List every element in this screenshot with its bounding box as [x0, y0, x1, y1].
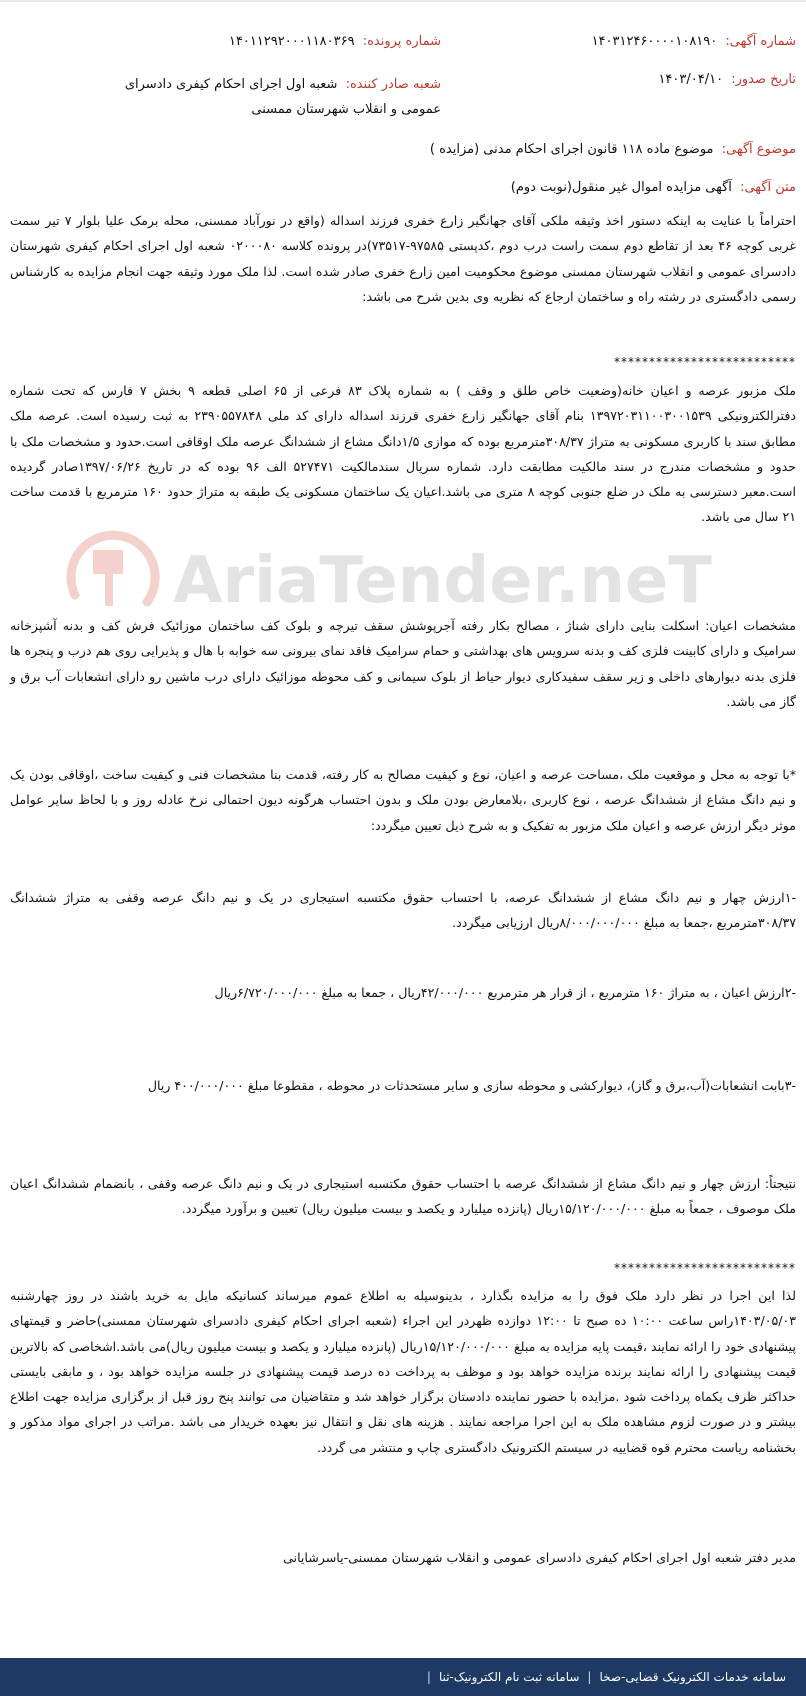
text-title-line	[511, 180, 796, 195]
case-number: ۱۴۰۱۱۲۹۲۰۰۰۱۱۸۰۳۶۹	[228, 34, 355, 49]
issue-date-label: تاریخ صدور:	[731, 72, 796, 87]
land-value-item: -۱ارزش چهار و نیم دانگ مشاع از ششدانگ عرصه، با احتساب حقوق مکتسبه استیجاری در یک و نیم دانگ عرصه وقفی به متراژ ششدانگ ۳۰۸/۳۷مترمربع ،جمعا به مبلغ ۸/۰۰۰/۰۰۰/۰۰۰ریال ارزیابی میگردد.	[10, 890, 796, 931]
footer-bar	[0, 1658, 806, 1696]
text-title-value: آگهی مزایده اموال غیر منقول(نوبت دوم)	[510, 180, 732, 195]
separator-stars: **************************	[614, 355, 796, 369]
footer-separator: |	[426, 1670, 431, 1684]
issue-date: ۱۴۰۳/۰۴/۱۰	[658, 72, 724, 87]
utilities-value-item: -۳بابت انشعابات(آب،برق و گاز)، دیوارکشی و محوطه سازی و سایر مستحدثات در محوطه ، مقطوعا مبلغ ۴۰۰/۰۰۰/۰۰۰ ریال	[147, 1078, 796, 1093]
intro-paragraph: احتراماً با عنایت به اینکه دستور اخذ وثیقه ملکی آقای جهانگیر زارع خفری فرزند اسداله (واقع در نورآباد ممسنی، محله برمک علیا بلوار ۷ تیر سمت غربی کوچه ۴۶ بعد از تقاطع دوم سمت راست درب دوم ،کدپستی ۹۷۵۸۵-۷۳۵۱۷)در پرونده کلاسه ۰۲۰۰۰۸۰ شعبه اول اجرای احکام کیفری شهرستان دادسرای عمومی و انقلاب شهرستان ممسنی موضوع محکومیت امین زارع خفری صادر شده است. لذا ملک مورد وثیقه جهت انجام مزایده به کارشناس رسمی دادگستری در رشته راه و ساختمان ارجاع که نظریه وی بدین شرح می باشد:	[10, 213, 796, 304]
footer-link-sana[interactable]: سامانه ثبت نام الکترونیک-ثنا	[438, 1670, 580, 1684]
ad-number-row	[592, 34, 796, 49]
watermark-emblem-icon	[71, 535, 155, 606]
subject-line	[430, 142, 796, 157]
case-number-row	[229, 34, 441, 49]
ad-number-label: شماره آگهی:	[725, 34, 796, 49]
signature-line: مدیر دفتر شعبه اول اجرای احکام کیفری دادسرای عمومی و انقلاب شهرستان ممسنی-یاسرشایانی	[283, 1550, 796, 1565]
conclusion-paragraph: نتیجتاً: ارزش چهار و نیم دانگ مشاع از ششدانگ عرصه با احتساب حقوق مکتسبه استیجاری در یک و نیم دانگ عرصه وقفی ، بانضمام ششدانگ اعیان ملک موصوف ، جمعاً به مبلغ ۱۵/۱۲۰/۰۰۰/۰۰۰ریال (پانزده میلیارد و یکصد و بیست میلیون ریال) تعیین و برآورد میگردد.	[10, 1176, 796, 1217]
subject-label: موضوع آگهی:	[721, 142, 796, 157]
issuer: شعبه اول اجرای احکام کیفری دادسرای عمومی و انقلاب شهرستان ممسنی	[124, 77, 441, 117]
issuer-row	[101, 72, 441, 122]
subject-value: موضوع ماده ۱۱۸ قانون اجرای احکام مدنی (مزایده )	[429, 142, 714, 157]
issuer-label: شعبه صادر کننده:	[345, 77, 441, 92]
watermark-text: AriaTender.neT	[173, 544, 712, 618]
top-rule	[0, 0, 806, 2]
valuation-basis-paragraph: *با توجه به محل و موقعیت ملک ،مساحت عرصه و اعیان، نوع و کیفیت مصالح به کار رفته، قدمت بنا مشخصات فنی و کیفیت ساخت ،اوقافی بودن یک و نیم دانگ مشاع از ششدانگ عرصه ، نوع کاربری ،بلامعارض بودن ملک و بدون احتساب هرگونه دیون احتمالی نرخ عادله روز و با لحاظ سایر عوامل موثر دیگر ارزش عرصه و اعیان ملک مزبور به تفکیک و به شرح ذیل تعیین میگردد:	[10, 767, 796, 833]
property-paragraph: ملک مزبور عرصه و اعیان خانه(وضعیت خاص طلق و وقف ) به شماره پلاک ۸۳ فرعی از ۶۵ اصلی قطعه ۹ بخش ۷ فارس که تحت شماره دفترالکترونیکی ۱۳۹۷۲۰۳۱۱۰۰۳۰۰۱۵۳۹ بنام آقای جهانگیر زارع خفری فرزند اسداله دارای کد ملی ۲۳۹۰۵۵۷۸۴۸ به ثبت رسیده است. عرصه ملک مطابق سند با کاربری مسکونی به متراژ ۳۰۸/۳۷مترمربع بوده که موازی ۱/۵دانگ مشاع از ششدانگ عرصه ملک اوقافی است.حدود و مشخصات ملک با حدود و مشخصات مندرج در سند مالکیت مطابقت دارد. شماره سریال سندمالکیت ۵۲۷۴۷۱ الف ۹۶ بوده که در تاریخ ۱۳۹۷/۰۶/۲۶صادر گردیده است.معبر دسترسی به ملک در ضلع جنوبی کوچه ۸ متری می باشد.اعیان یک ساختمان مسکونی یک طبقه به متراژ حدود ۱۶۰ مترمربع با قدمت ساخت ۲۱ سال می باشد.	[10, 383, 797, 525]
footer-link-sakha[interactable]: سامانه خدمات الکترونیک قضایی-صخا	[599, 1670, 786, 1684]
building-value-item: -۲ارزش اعیان ، به متراژ ۱۶۰ مترمربع ، از قرار هر مترمربع ۴۲/۰۰۰/۰۰۰ریال ، جمعا به مبلغ ۶/۷۲۰/۰۰۰/۰۰۰ریال	[214, 985, 796, 1000]
case-number-label: شماره پرونده:	[362, 34, 441, 49]
issue-date-row	[658, 72, 796, 87]
auction-terms-paragraph: لذا این اجرا در نظر دارد ملک فوق را به مزایده بگذارد ، بدینوسیله به اطلاع عموم میرساند کسانیکه مایل به خرید باشند در روز چهارشنبه ۱۴۰۳/۰۵/۰۳راس ساعت ۱۰:۰۰ ده صبح تا ۱۲:۰۰ دوازده ظهردر این اجراء (شعبه اجرای احکام کیفری دادسرای شهرستان ممسنی)حاضر و قیمتهای پیشنهادی خود را ارائه نمایند ،قیمت پایه مزایده به مبلغ ۱۵/۱۲۰/۰۰۰/۰۰۰ریال (پانزده میلیارد و یکصد و بیست میلیون ریال)می باشد.اشخاصی که بالاترین قیمت پیشنهادی را ارائه نمایند برنده مزایده خواهد بود و موظف به پرداخت ده درصد قیمت پیشنهادی در جلسه مزایده خواهد بود ، و مابقی بایستی حداکثر ظرف یکماه پرداخت شود .مزایده با حضور نماینده دادستان برگزار خواهد شد و متقاضیان می توانند پنج روز قبل از برگزاری مزایده جهت اطلاع بیشتر و در صورت لزوم مشاهده ملک به این اجرا مراجعه نمایند . هزینه های نقل و انتقال نیز بعهده خریدار می باشد .مراتب در اجرای مواد مذکور و بخشنامه ریاست محترم قوه قضاییه در سیستم الکترونیک دادگستری چاپ و منتشر می گردد.	[10, 1288, 796, 1455]
text-title-label: متن آگهی:	[740, 180, 796, 195]
ad-number: ۱۴۰۳۱۲۴۶۰۰۰۰۱۰۸۱۹۰	[591, 34, 718, 49]
separator-stars: **************************	[614, 1261, 796, 1275]
footer-separator: |	[587, 1670, 592, 1684]
building-specs-paragraph: مشخصات اعیان: اسکلت بنایی دارای شناژ ، مصالح بکار رفته آجرپوشش سقف تیرچه و بلوک کف ساختمان موزائیک فرش کف و بدنه آشپزخانه سرامیک و دارای کابینت فلزی کف و بدنه سرویس های بهداشتی و حمام سرامیک فاقد نمای بیرونی سه خوابه با هال و پذیرایی روی هم درب و پنجره ها فلزی بدنه دیوارهای داخلی و زیر سقف سفیدکاری دیوار حیاط از بلوک سیمانی و کف محوطه موزائیک دارای درب ماشین رو دارای انشعابات آب برق و گاز می باشد.	[10, 618, 796, 709]
